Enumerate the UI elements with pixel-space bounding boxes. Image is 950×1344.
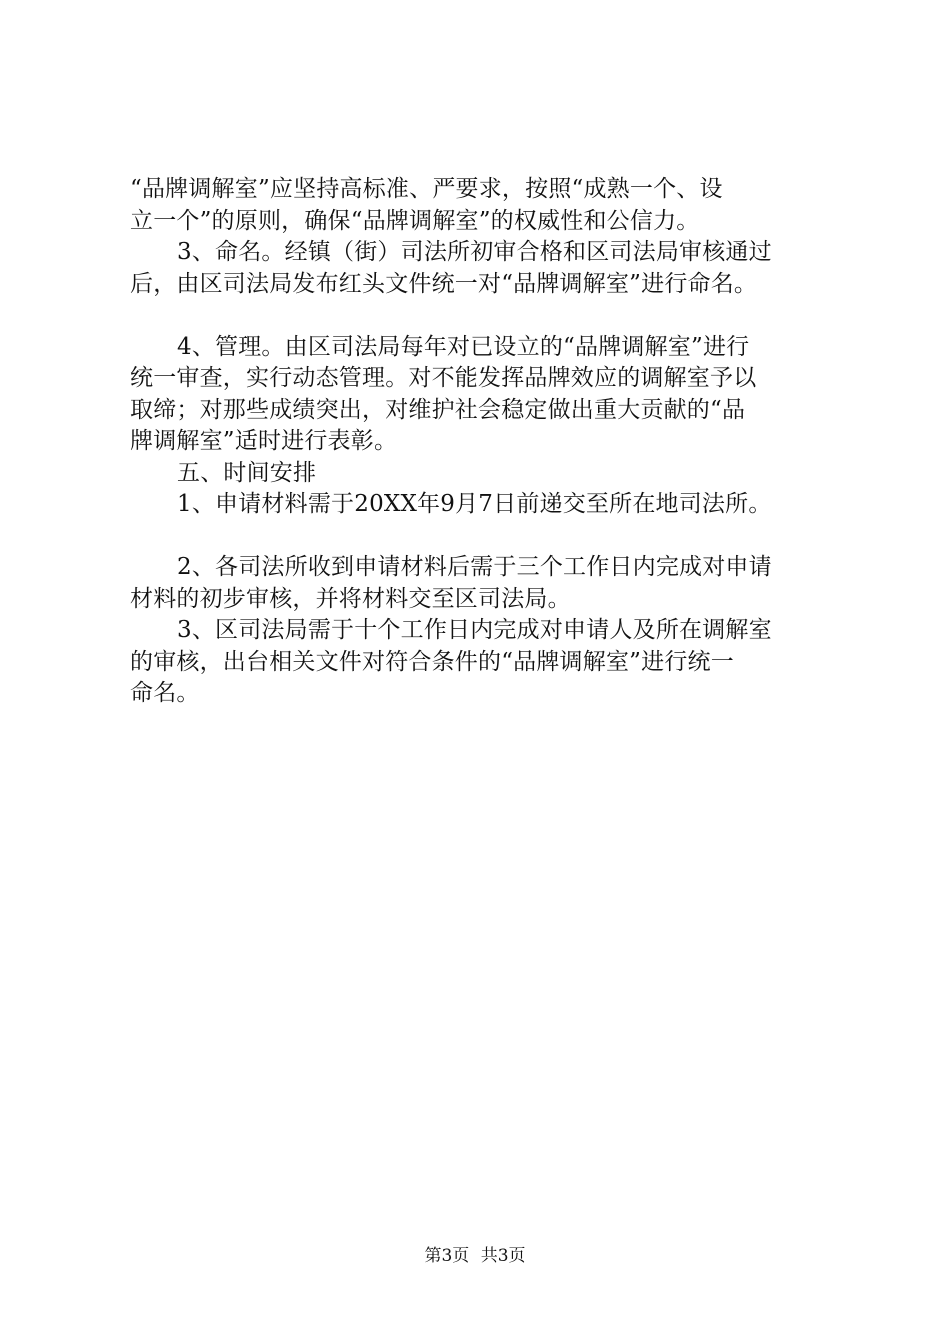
paragraph-line: 3、命名。经镇（街）司法所初审合格和区司法局审核通过 [177, 239, 772, 265]
page-number: 第3页 [424, 1246, 470, 1266]
paragraph-line: 材料的初步审核，并将材料交至区司法局。 [130, 585, 571, 612]
paragraph-gap [130, 521, 830, 553]
page-total: 共3页 [480, 1246, 526, 1266]
paragraph-line: 牌调解室”适时进行表彰。 [130, 428, 398, 454]
paragraph-line: 命名。 [130, 680, 200, 706]
paragraph-line: 3、区司法局需于十个工作日内完成对申请人及所在调解室 [177, 617, 772, 643]
paragraph-line: 1、申请材料需于20XX年9月7日前递交至所在地司法所。 [177, 491, 772, 517]
page-footer [0, 1244, 950, 1268]
paragraph-line: 后，由区司法局发布红头文件统一对“品牌调解室”进行命名。 [130, 270, 758, 297]
paragraph-line: 2、各司法所收到申请材料后需于三个工作日内完成对申请 [177, 554, 772, 580]
paragraph-line: 4、管理。由区司法局每年对已设立的“品牌调解室”进行 [177, 333, 750, 360]
section-heading: 五、时间安排 [177, 459, 317, 486]
paragraph-line: 取缔；对那些成绩突出，对维护社会稳定做出重大贡献的“品 [130, 396, 746, 423]
paragraph-line: “品牌调解室”应坚持高标准、严要求，按照“成熟一个、设 [130, 176, 723, 202]
paragraph-gap [130, 300, 830, 332]
paragraph-line: 立一个”的原则，确保“品牌调解室”的权威性和公信力。 [130, 207, 700, 234]
paragraph-line: 统一审查，实行动态管理。对不能发挥品牌效应的调解室予以 [130, 365, 757, 391]
paragraph-line: 的审核，出台相关文件对符合条件的“品牌调解室”进行统一 [130, 648, 734, 675]
document-body [130, 174, 830, 710]
